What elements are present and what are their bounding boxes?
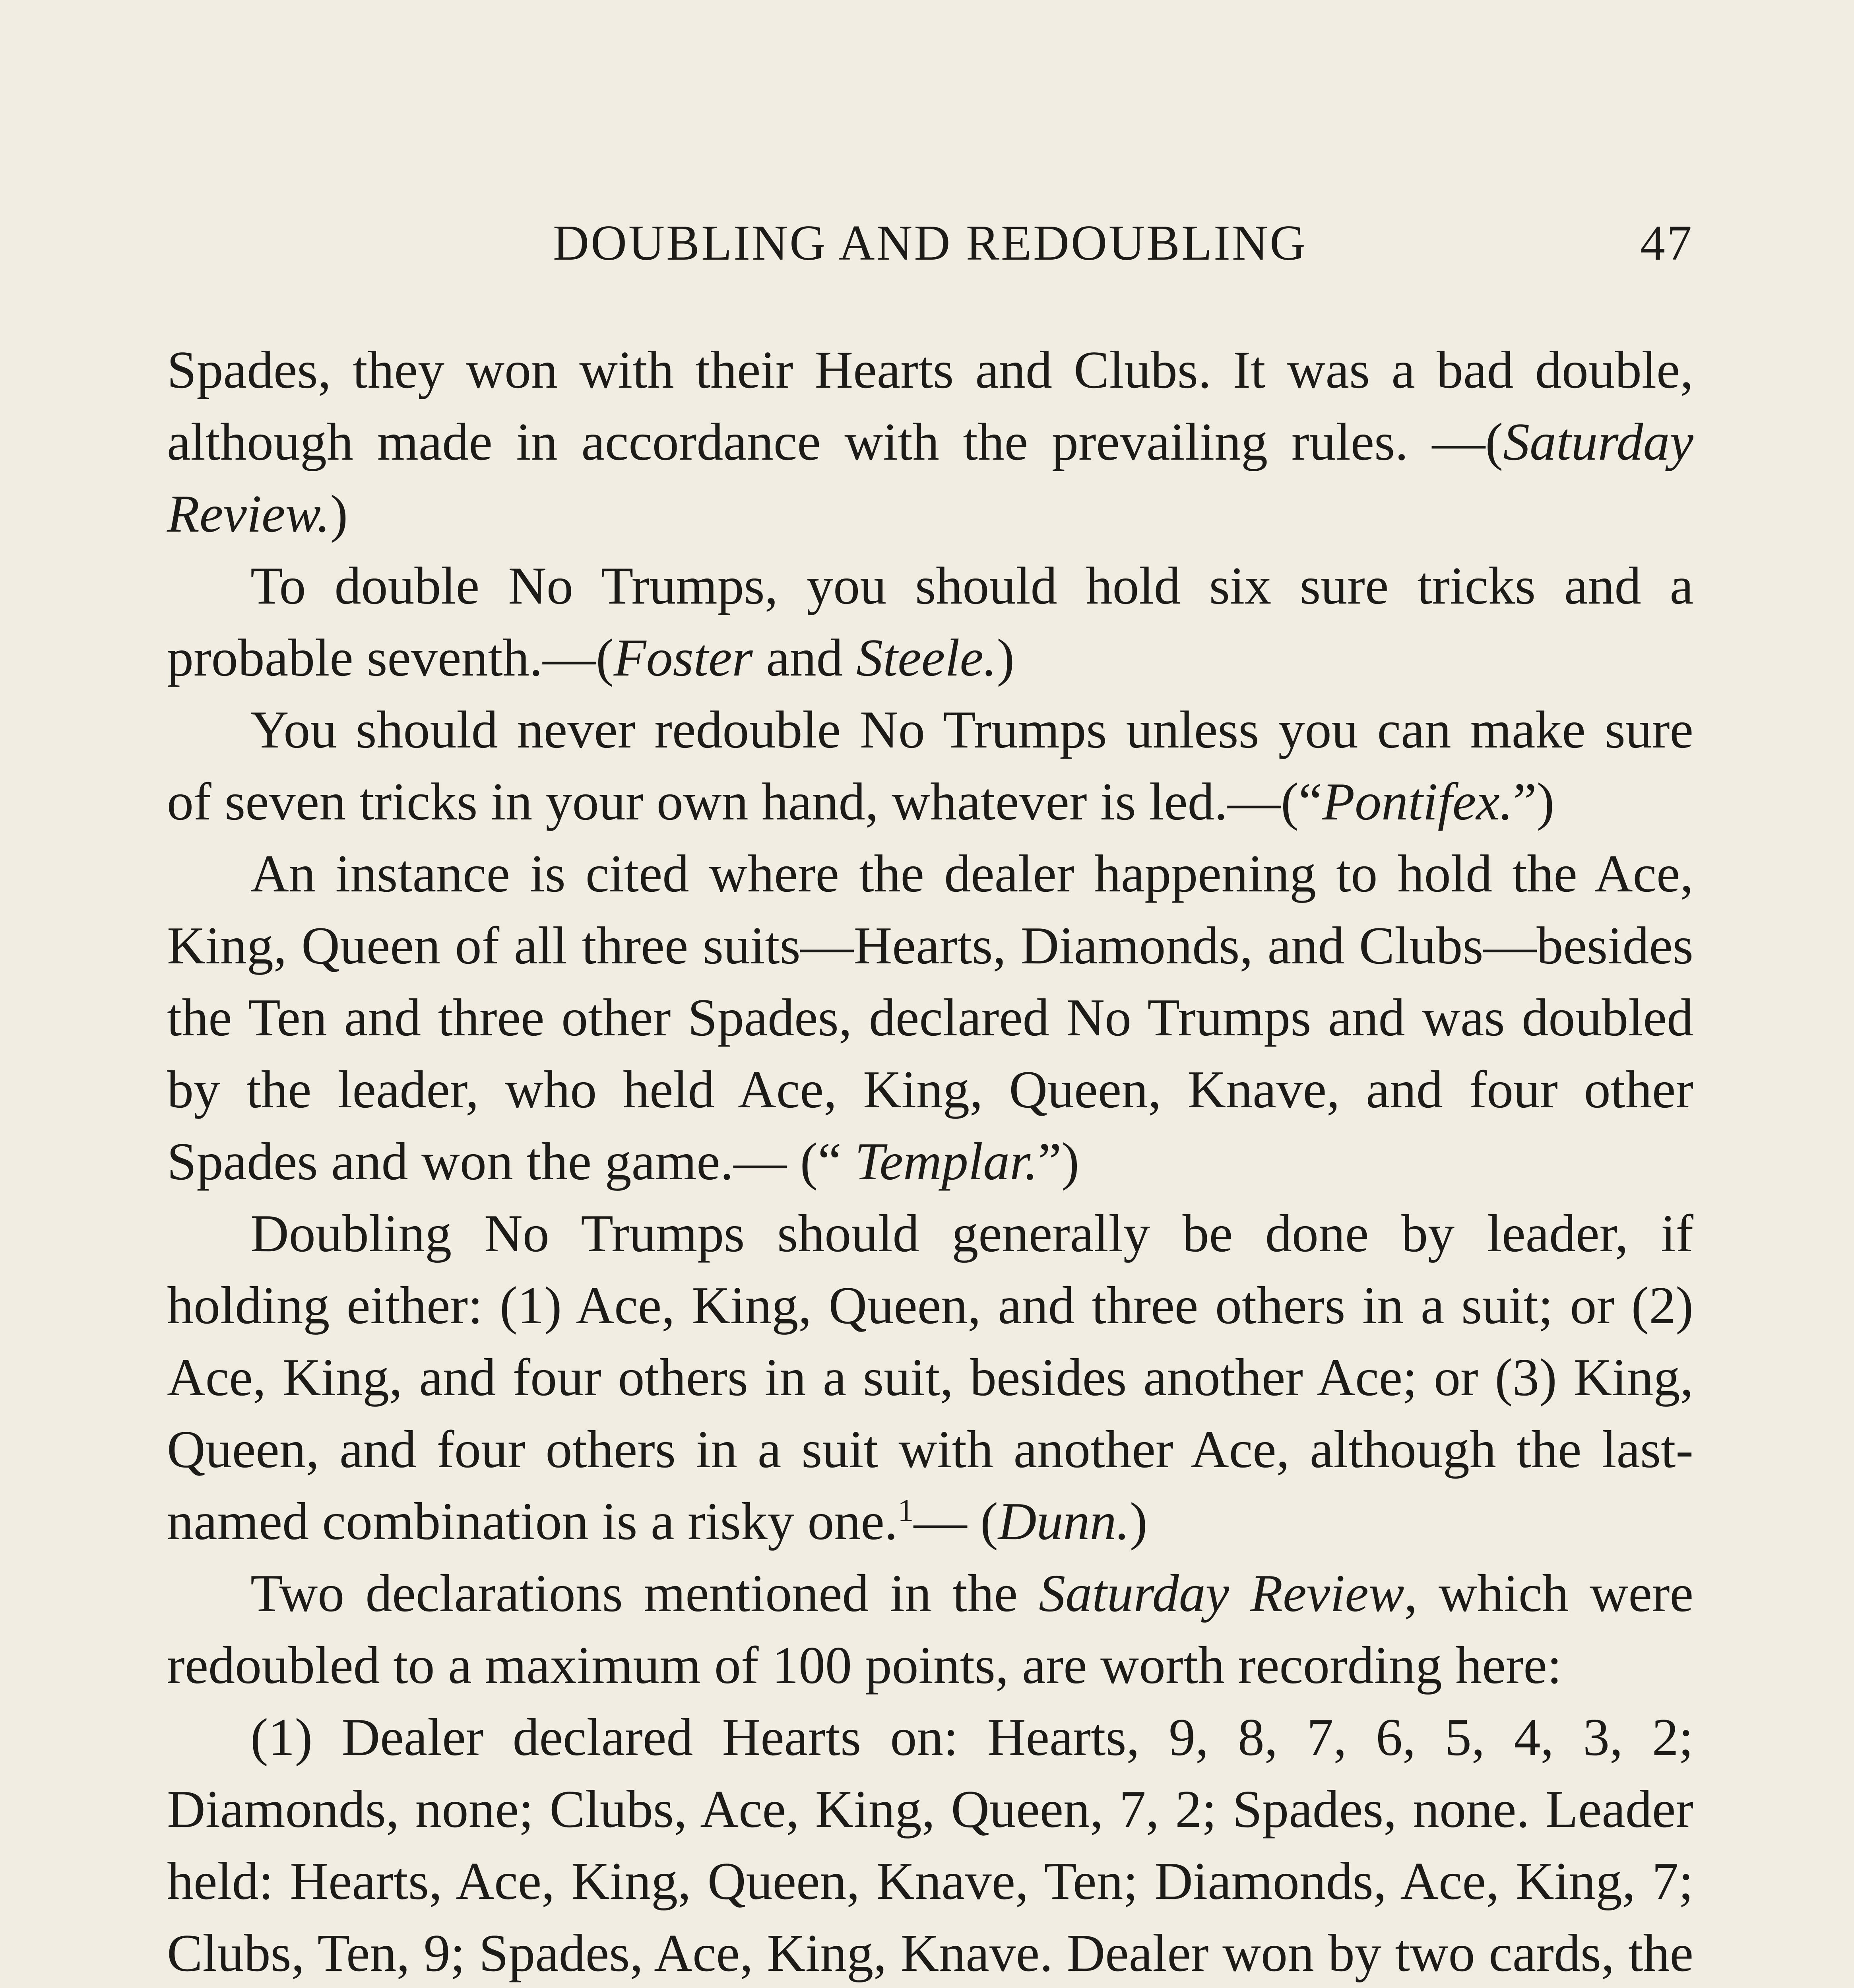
chapter-title: DOUBLING AND REDOUBLING — [553, 215, 1307, 271]
text-run: Doubling No Trumps should generally be done by leader, if holding either: (1) Ace, King, Queen, and three others in a suit; or (2) Ace, King, and four others in a suit, besides another Ace; or (3) King, Queen, and four others in a suit with another Ace, although the last-named combination is a risky one. — [167, 1204, 1693, 1551]
text-run: ”) — [1038, 1132, 1079, 1191]
running-head — [167, 215, 1693, 294]
body-paragraph — [167, 1198, 1693, 1557]
body-paragraph — [167, 550, 1693, 694]
body-paragraph — [167, 1701, 1693, 1988]
text-run: You should never redouble No Trumps unless you can make sure of seven tricks in your own hand, whatever is led.—(“ — [167, 700, 1693, 831]
italic-text: Templar. — [855, 1132, 1038, 1191]
italic-text: Saturday Review — [1039, 1564, 1404, 1623]
body-paragraph — [167, 1557, 1693, 1701]
text-run: Spades, they won with their Hearts and Clubs. It was a bad double, although made in accordance with the prevailing rules. —( — [167, 340, 1693, 471]
italic-text: Steele. — [856, 628, 997, 687]
body-paragraph — [167, 838, 1693, 1198]
text-run: ) — [997, 628, 1015, 687]
italic-text: Saturday Review. — [167, 412, 1693, 543]
footnote-reference: 1 — [898, 1493, 914, 1528]
text-run: and — [752, 628, 857, 687]
text-run: An instance is cited where the dealer happening to hold the Ace, King, Queen of all three suits—Hearts, Diamonds, and Clubs—besides the Ten and three other Spades, declared No Trumps and was doubled by the leader, who held Ace, King, Queen, Knave, and four other Spades and won the game.— (“ — [167, 844, 1693, 1191]
italic-text: Pontifex. — [1322, 772, 1513, 831]
text-run: Two declarations mentioned in the — [250, 1564, 1039, 1623]
text-run: , which were redoubled to a maximum of 100 points, are worth recording here: — [167, 1564, 1694, 1695]
text-run: (1) Dealer declared Hearts on: Hearts, 9, 8, 7, 6, 5, 4, 3, 2; Diamonds, none; Clubs, Ace, King, Queen, 7, 2; Spades, none. Leader held: Hearts, Ace, King, Queen, Knave, Ten; Diamonds, Ace, King, 7; Clubs, Ten, 9; Spades, Ace, King, Knave. Dealer won by two cards, the — [167, 1708, 1693, 1982]
italic-text: Foster — [613, 628, 753, 687]
text-run: ”) — [1513, 772, 1555, 831]
text-run: To double No Trumps, you should hold six sure tricks and a probable seventh.—( — [167, 556, 1693, 687]
text-run: — ( — [913, 1492, 998, 1551]
body-paragraph — [167, 334, 1693, 550]
body-paragraph — [167, 694, 1693, 838]
text-run: ) — [1130, 1492, 1148, 1551]
italic-text: Dunn. — [998, 1492, 1130, 1551]
page-number: 47 — [1640, 215, 1693, 271]
text-run: ) — [330, 484, 348, 543]
body-text — [167, 334, 1693, 1988]
